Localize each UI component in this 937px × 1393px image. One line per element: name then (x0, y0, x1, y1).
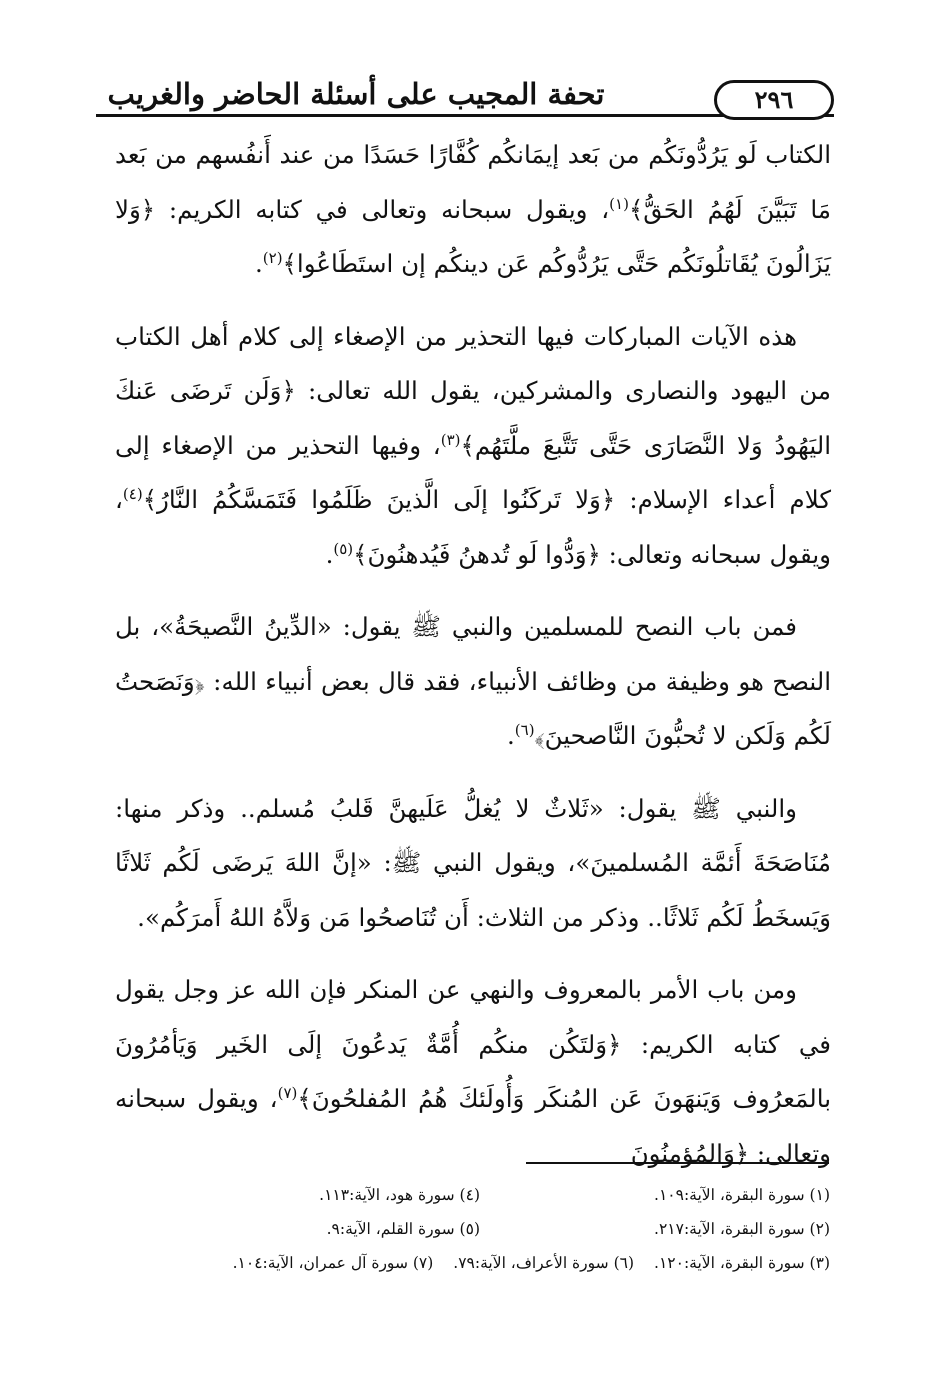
footnote-5: (٥) سورة القلم، الآية:٩. (326, 1220, 480, 1238)
footnote-row (130, 1178, 830, 1212)
paragraph-text: ، ويقول سبحانه وتعالى: ﴿وَالمُؤمنُونَ (115, 1084, 831, 1168)
footnote-ref: (٧) (277, 1083, 298, 1102)
paragraph-text: الكتاب لَو يَرُدُّونَكُم من بَعد إيمَانكُم كُفَّارًا حَسَدًا من عند أَنفُسهم من بَعد مَا تَبَيَّنَ لَهُمُ الحَقُّ﴾ (115, 140, 831, 224)
footnote-ref: (٦) (514, 720, 535, 739)
footnote-ref: (٢) (262, 248, 283, 267)
footnote-row (130, 1212, 830, 1246)
main-text (115, 128, 831, 1199)
paragraph-text: . (254, 249, 263, 278)
paragraph-text: والنبي ﷺ يقول: «ثَلاثٌ لا يُغلُّ عَلَيهنَّ قَلبُ مُسلم.. وذكر منها: مُنَاصَحَةَ أَئمَّة المُسلمينَ»، ويقول النبي ﷺ: «إنَّ اللهَ يَرضَى لَكُم ثَلاثًا وَيَسخَطُ لَكُم ثَلاثًا.. وذكر من الثلاث: أَن تُنَاصحُوا مَن وَلاَّهُ اللهُ أَمرَكُم». (115, 793, 831, 932)
footnote-2: (٢) سورة البقرة، الآية:٢١٧. (654, 1220, 830, 1238)
footnote-7: (٧) سورة آل عمران، الآية:١٠٤. (232, 1254, 434, 1272)
footnote-4: (٤) سورة هود، الآية:١١٣. (319, 1186, 480, 1204)
book-title: تحفة المجيب على أسئلة الحاضر والغريب (107, 77, 605, 111)
paragraph-text: هذه الآيات المباركات فيها التحذير من الإصغاء إلى كلام أهل الكتاب من اليهود والنصارى والمشركين، يقول الله تعالى: ﴿وَلَن تَرضَى عَنكَ اليَهُودُ وَلا النَّصَارَى حَتَّى تَتَّبعَ ملَّتَهُم﴾ (115, 321, 831, 460)
footnote-3: (٣) سورة البقرة، الآية:١٢٠. (654, 1254, 830, 1272)
page-header (96, 74, 834, 117)
paragraph (115, 310, 831, 583)
footnote-ref: (٥) (333, 539, 354, 558)
footnote-6: (٦) سورة الأعراف، الآية:٧٩. (453, 1254, 635, 1272)
footnote-ref: (٣) (440, 430, 461, 449)
paragraph-text: . (325, 539, 334, 569)
footnote-1: (١) سورة البقرة، الآية:١٠٩. (654, 1186, 830, 1204)
footnote-ref: (٤) (122, 484, 143, 503)
paragraph-text: ، وفيها التحذير من الإصغاء إلى كلام أعداء الإسلام: ﴿وَلا تَركَنُوا إلَى الَّذينَ ظَلَمُوا فَتَمَسَّكُمُ النَّارُ﴾ (115, 430, 831, 514)
paragraph-text: . (506, 721, 515, 750)
footnote-divider (526, 1162, 829, 1164)
paragraph-text: ، ويقول سبحانه وتعالى في كتابه الكريم: ﴿وَلا يَزَالُونَ يُقَاتلُونَكُم حَتَّى يَرُدُّوكُم عَن دينكُم إن استَطَاعُوا﴾ (115, 194, 831, 278)
footnote-row (130, 1246, 830, 1280)
paragraph (115, 782, 831, 946)
footnotes (130, 1178, 830, 1280)
paragraph-text: ، ويقول سبحانه وتعالى: ﴿وَدُّوا لَو تُدهنُ فَيُدهنُونَ﴾ (115, 485, 831, 569)
page-number: ٢٩٦ (714, 80, 834, 120)
paragraph (115, 963, 831, 1181)
paragraph-text: فمن باب النصح للمسلمين والنبي ﷺ يقول: «الدِّينُ النَّصيحَةُ»، بل النصح هو وظيفة من وظائف الأنبياء، فقد قال بعض أنبياء الله: ﴿وَنَصَحتُ لَكُم وَلَكن لا تُحبُّونَ النَّاصحينَ﴾ (115, 612, 831, 750)
footnote-ref: (١) (609, 194, 629, 213)
paragraph (115, 600, 831, 764)
paragraph-text: ومن باب الأمر بالمعروف والنهي عن المنكر فإن الله عز وجل يقول في كتابه الكريم: ﴿وَلتَكُن منكُم أُمَّةٌ يَدعُونَ إلَى الخَير وَيَأمُرُونَ بالمَعرُوف وَيَنهَونَ عَن المُنكَر وَأُولَئكَ هُمُ المُفلحُونَ﴾ (115, 975, 832, 1113)
paragraph (115, 128, 831, 292)
